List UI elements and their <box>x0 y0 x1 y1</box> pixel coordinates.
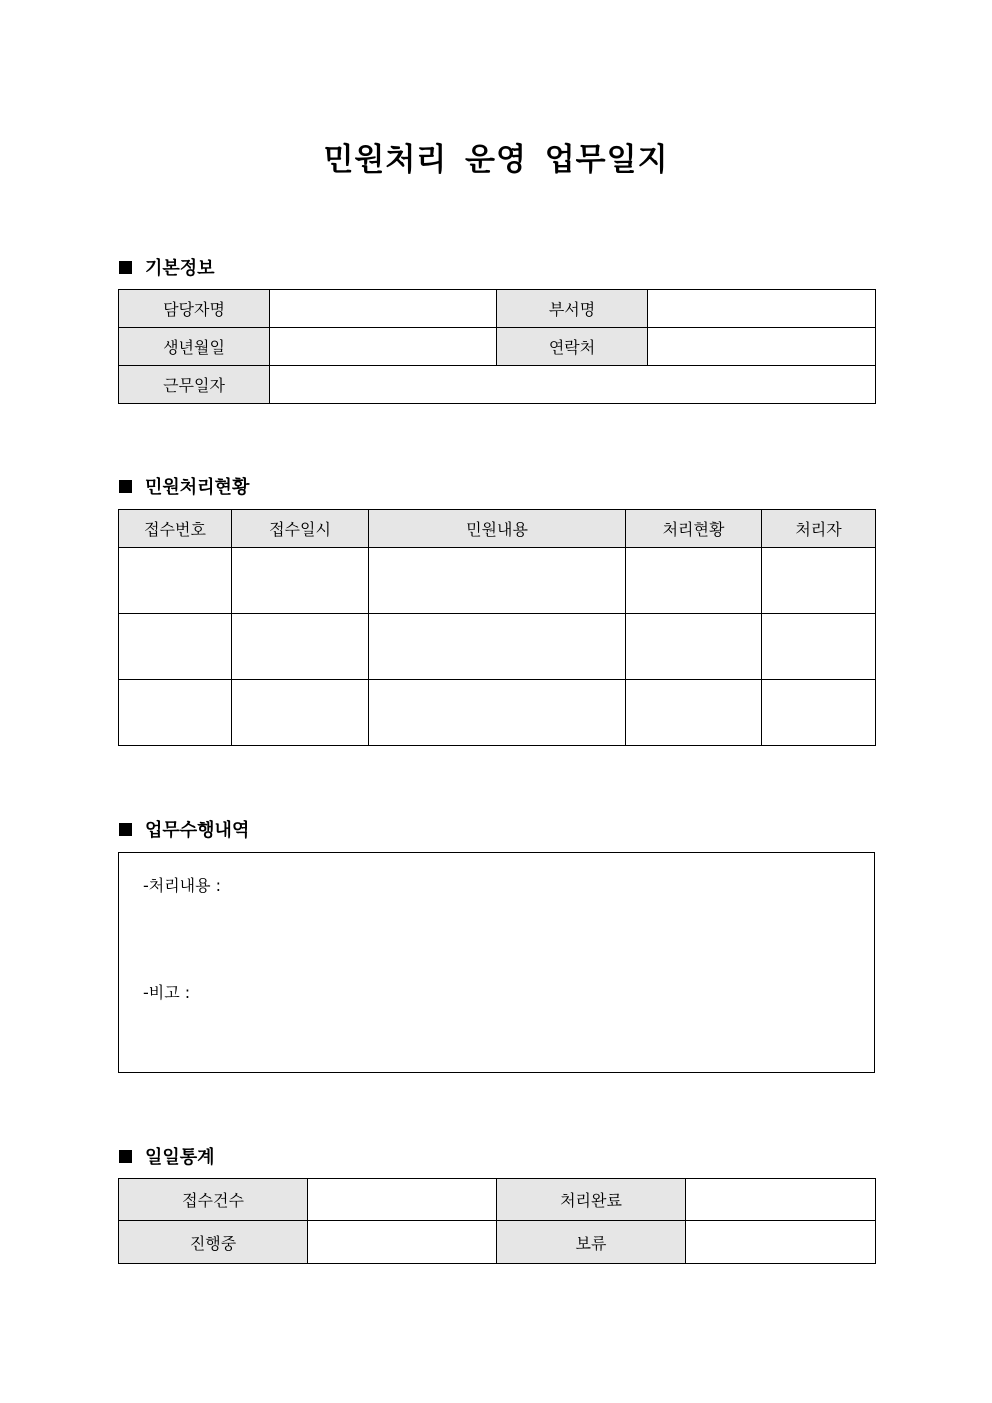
daily-stats-table <box>118 1178 876 1264</box>
section-heading-work-log <box>119 816 249 842</box>
completed-count-label: 처리완료 <box>497 1179 686 1221</box>
processor-cell[interactable] <box>762 680 876 746</box>
basic-info-table <box>118 289 876 404</box>
table-row <box>119 614 876 680</box>
complaint-status-table <box>118 509 876 746</box>
department-label: 부서명 <box>497 290 648 328</box>
square-bullet-icon <box>119 480 132 493</box>
processor-cell[interactable] <box>762 548 876 614</box>
table-row <box>119 366 876 404</box>
received-count-field[interactable] <box>308 1179 497 1221</box>
receipt-datetime-cell[interactable] <box>232 680 369 746</box>
process-status-cell[interactable] <box>626 614 762 680</box>
complaint-content-cell[interactable] <box>369 548 626 614</box>
process-status-cell[interactable] <box>626 548 762 614</box>
square-bullet-icon <box>119 823 132 836</box>
workdate-label: 근무일자 <box>119 366 270 404</box>
remark-line <box>143 980 190 1003</box>
section-heading-label: 업무수행내역 <box>145 820 250 841</box>
remark-label: -비고 : <box>143 983 191 1002</box>
receipt-datetime-cell[interactable] <box>232 548 369 614</box>
column-header-receipt-number: 접수번호 <box>119 510 232 548</box>
receipt-number-cell[interactable] <box>119 548 232 614</box>
table-row <box>119 548 876 614</box>
birthdate-field[interactable] <box>270 328 497 366</box>
section-heading-basic-info <box>119 254 215 280</box>
square-bullet-icon <box>119 261 132 274</box>
table-row <box>119 1221 876 1264</box>
complaint-content-cell[interactable] <box>369 614 626 680</box>
table-row <box>119 680 876 746</box>
manager-label: 담당자명 <box>119 290 270 328</box>
receipt-datetime-cell[interactable] <box>232 614 369 680</box>
square-bullet-icon <box>119 1150 132 1163</box>
table-row <box>119 328 876 366</box>
table-row <box>119 1179 876 1221</box>
process-content-label: -처리내용 : <box>143 876 222 895</box>
on-hold-count-label: 보류 <box>497 1221 686 1264</box>
column-header-receipt-datetime: 접수일시 <box>232 510 369 548</box>
section-heading-label: 일일통계 <box>145 1147 215 1168</box>
contact-field[interactable] <box>648 328 876 366</box>
process-status-cell[interactable] <box>626 680 762 746</box>
in-progress-count-field[interactable] <box>308 1221 497 1264</box>
table-header-row <box>119 510 876 548</box>
section-heading-complaint-status <box>119 473 249 499</box>
table-row <box>119 290 876 328</box>
complaint-content-cell[interactable] <box>369 680 626 746</box>
birthdate-label: 생년월일 <box>119 328 270 366</box>
processor-cell[interactable] <box>762 614 876 680</box>
contact-label: 연락처 <box>497 328 648 366</box>
page-title: 민원처리 운영 업무일지 <box>323 142 669 178</box>
column-header-process-status: 처리현황 <box>626 510 762 548</box>
work-log-box[interactable] <box>118 852 875 1073</box>
process-content-line <box>143 873 221 896</box>
section-heading-daily-stats <box>119 1143 215 1169</box>
received-count-label: 접수건수 <box>119 1179 308 1221</box>
column-header-processor: 처리자 <box>762 510 876 548</box>
manager-field[interactable] <box>270 290 497 328</box>
section-heading-label: 민원처리현황 <box>145 477 250 498</box>
in-progress-count-label: 진행중 <box>119 1221 308 1264</box>
department-field[interactable] <box>648 290 876 328</box>
section-heading-label: 기본정보 <box>145 258 215 279</box>
column-header-complaint-content: 민원내용 <box>369 510 626 548</box>
on-hold-count-field[interactable] <box>686 1221 876 1264</box>
receipt-number-cell[interactable] <box>119 680 232 746</box>
workdate-field[interactable] <box>270 366 876 404</box>
completed-count-field[interactable] <box>686 1179 876 1221</box>
receipt-number-cell[interactable] <box>119 614 232 680</box>
